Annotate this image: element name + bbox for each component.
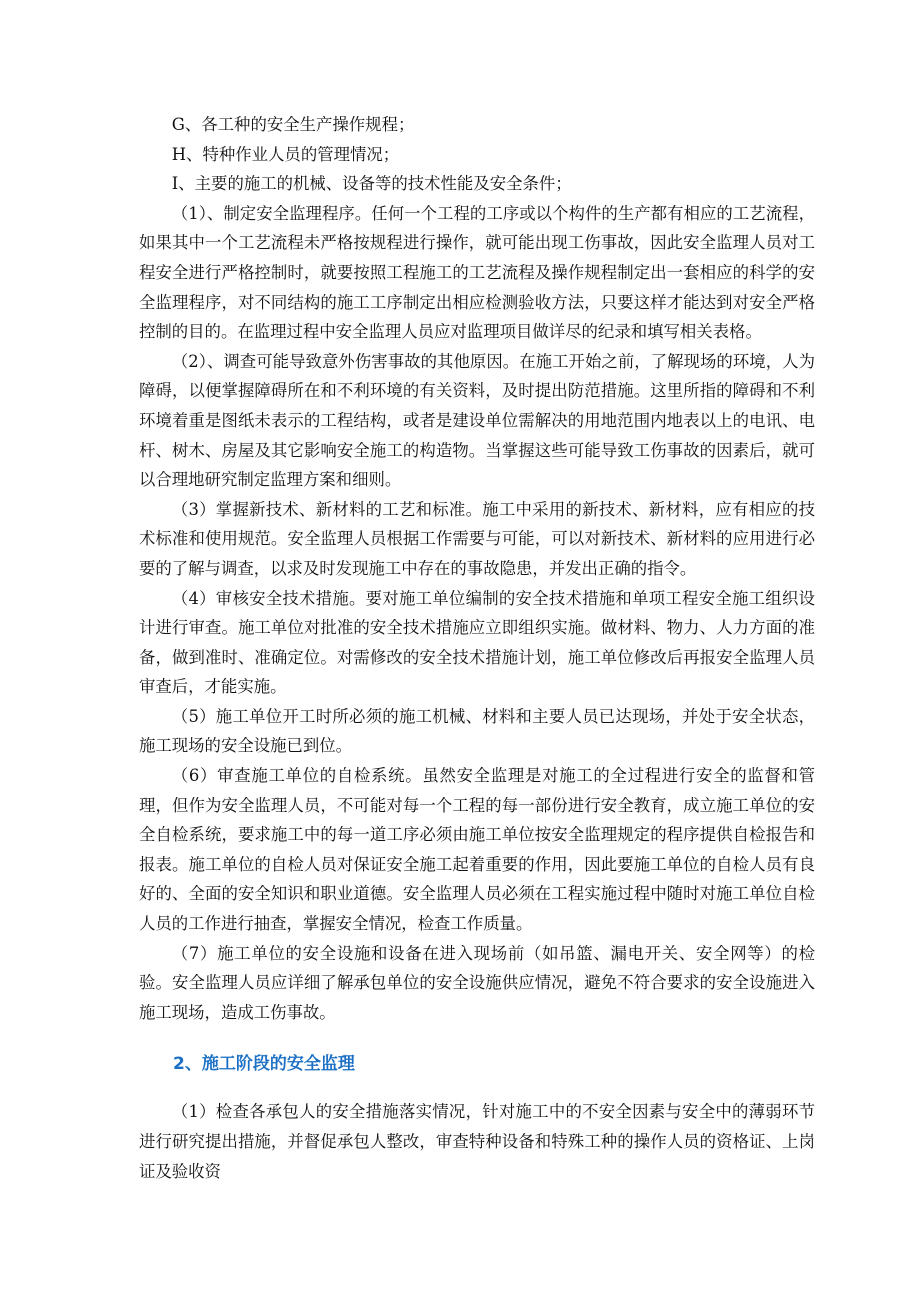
paragraph-3: （3）掌握新技术、新材料的工艺和标准。施工中采用的新技术、新材料，应有相应的技术标准和使用规范。安全监理人员根据工作需要与可能，可以对新技术、新材料的应用进行必要的了解与调查，以求及时发现施工中存在的事故隐患，并发出正确的指令。: [139, 499, 815, 578]
paragraph-4: （4）审核安全技术措施。要对施工单位编制的安全技术措施和单项工程安全施工组织设计进行审查。施工单位对批准的安全技术措施应立即组织实施。做材料、物力、人力方面的准备，做到准时、准确定位。对需修改的安全技术措施计划，施工单位修改后再报安全监理人员审查后，才能实施。: [139, 588, 815, 697]
list-item-h: H、特种作业人员的管理情况；: [171, 144, 400, 164]
section-heading: 2、施工阶段的安全监理: [173, 1054, 355, 1075]
document-body: [139, 110, 815, 1186]
paragraph-2: （2）、调查可能导致意外伤害事故的其他原因。在施工开始之前，了解现场的环境，人为障碍，以便掌握障碍所在和不利环境的有关资料，及时提出防范措施。这里所指的障碍和不利环境着重是图纸未表示的工程结构，或者是建设单位需解决的用地范围内地表以上的电讯、电杆、树木、房屋及其它影响安全施工的构造物。当掌握这些可能导致工伤事故的因素后，就可以合理地研究制定监理方案和细则。: [139, 351, 815, 490]
section-paragraph-1: （1）检查各承包人的安全措施落实情况，针对施工中的不安全因素与安全中的薄弱环节进行研究提出措施，并督促承包人整改，审查特种设备和特殊工种的操作人员的资格证、上岗证及验收资: [139, 1102, 815, 1181]
paragraph-7: （7）施工单位的安全设施和设备在进入现场前（如吊篮、漏电开关、安全网等）的检验。安全监理人员应详细了解承包单位的安全设施供应情况，避免不符合要求的安全设施进入施工现场，造成工伤事故。: [139, 943, 815, 1022]
paragraph-5: （5）施工单位开工时所必须的施工机械、材料和主要人员已达现场，并处于安全状态，施工现场的安全设施已到位。: [139, 706, 815, 756]
paragraph-6: （6）审查施工单位的自检系统。虽然安全监理是对施工的全过程进行安全的监督和管理，但作为安全监理人员，不可能对每一个工程的每一部份进行安全教育，成立施工单位的安全自检系统，要求施工中的每一道工序必须由施工单位按安全监理规定的程序提供自检报告和报表。施工单位的自检人员对保证安全施工起着重要的作用，因此要施工单位的自检人员有良好的、全面的安全知识和职业道德。安全监理人员必须在工程实施过程中随时对施工单位自检人员的工作进行抽查，掌握安全情况，检查工作质量。: [139, 766, 815, 934]
list-item-i: I、主要的施工的机械、设备等的技术性能及安全条件；: [171, 174, 572, 194]
paragraph-1: （1）、制定安全监理程序。任何一个工程的工序或以个构件的生产都有相应的工艺流程，如果其中一个工艺流程未严格按规程进行操作，就可能出现工伤事故，因此安全监理人员对工程安全进行严格控制时，就要按照工程施工的工艺流程及操作规程制定出一套相应的科学的安全监理程序，对不同结构的施工工序制定出相应检测验收方法，只要这样才能达到对安全严格控制的目的。在监理过程中安全监理人员应对监理项目做详尽的纪录和填写相关表格。: [139, 203, 815, 342]
list-item-g: G、各工种的安全生产操作规程；: [171, 115, 415, 134]
